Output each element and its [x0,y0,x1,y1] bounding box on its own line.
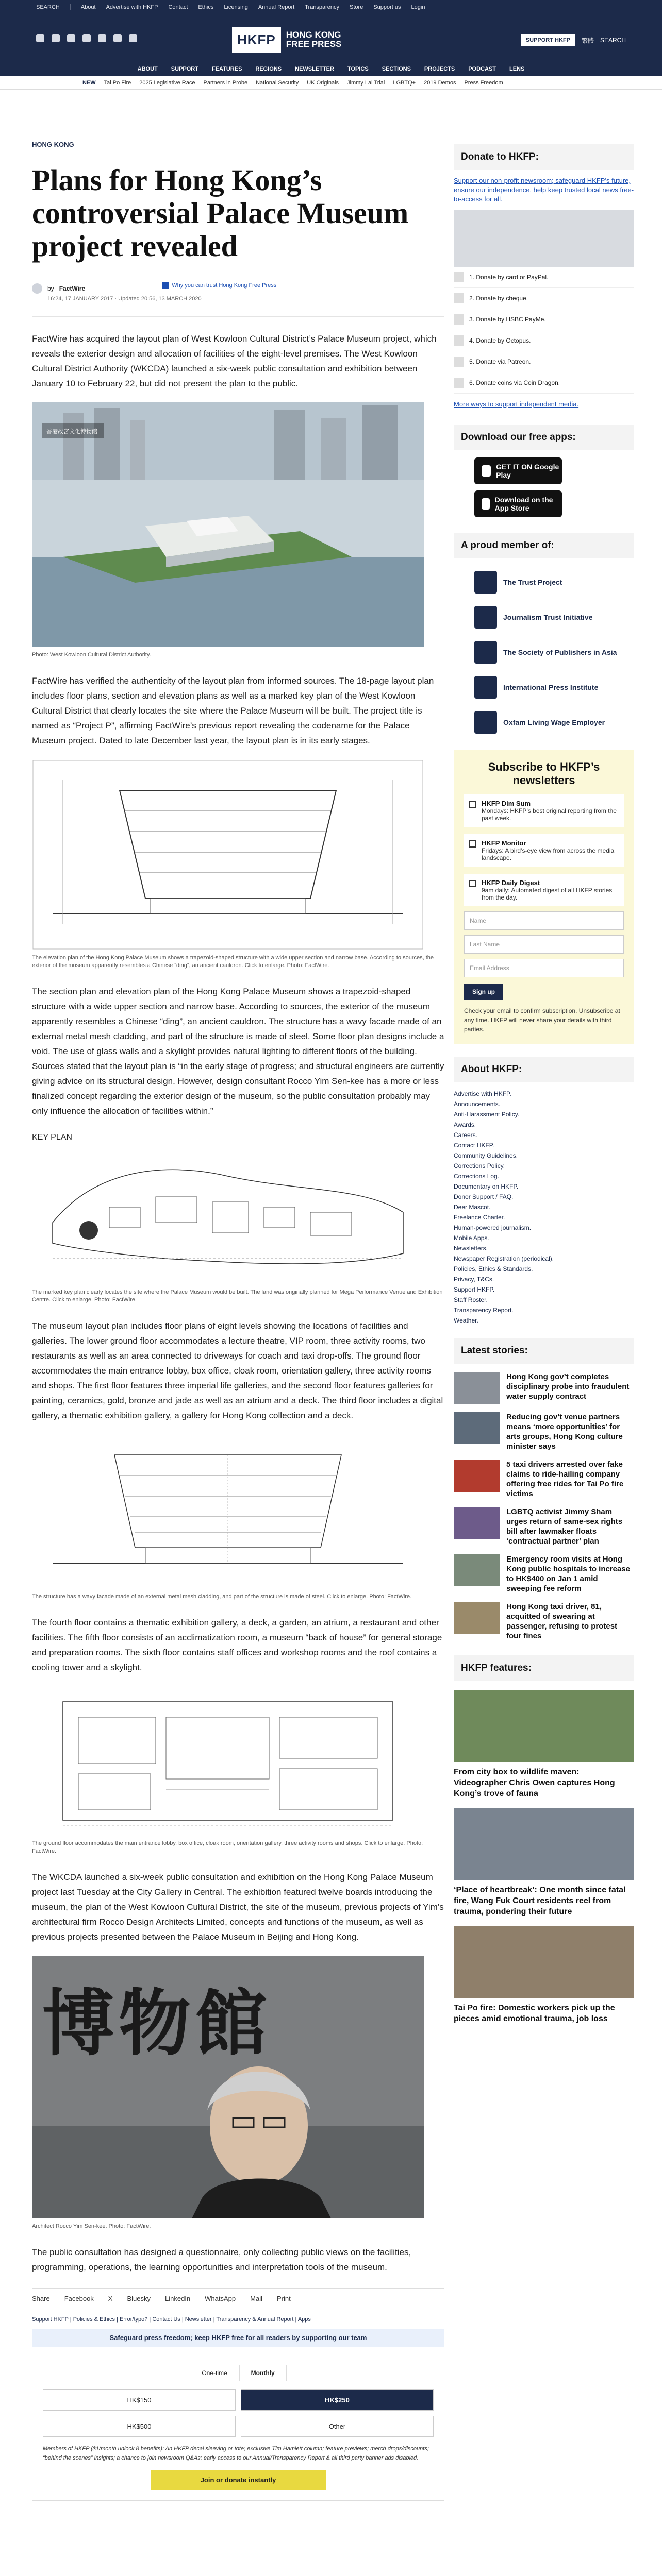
donate-more [454,400,634,409]
amount-other[interactable]: Other [241,2416,434,2437]
checkbox-icon[interactable] [469,880,476,887]
member-3[interactable] [454,670,634,705]
top-link-1[interactable]: Contact [168,4,188,10]
about-link-0[interactable]: Advertise with HKFP. [454,1090,511,1097]
newsletter-box [454,750,634,1044]
top-link-7[interactable]: Support us [373,4,401,10]
support-button[interactable]: SUPPORT HKFP [521,34,575,46]
rss-icon[interactable] [113,34,122,42]
member-heading: A proud member of: [454,533,634,558]
newsletter-option-2-title: HKFP Daily Digest [482,879,540,887]
newsletter-option-1-desc: Fridays: A bird’s-eye view from across the media landscape. [482,847,615,861]
about-link-2[interactable]: Anti-Harassment Policy. [454,1111,520,1118]
top-link-6[interactable]: Store [350,4,363,10]
trend-8[interactable]: Press Freedom [464,79,503,86]
article-meta: 16:24, 17 JANUARY 2017 · Updated 20:56, 13 MARCH 2020 [47,296,202,302]
trending-label: NEW [82,79,96,86]
youtube-icon[interactable] [82,34,91,42]
museum-render-image[interactable] [32,402,424,647]
nav-2[interactable]: FEATURES [211,65,242,72]
trust-link[interactable] [162,282,276,289]
main-nav [0,61,662,76]
donate-way-5[interactable] [454,372,634,394]
paragraph-7: The public consultation has designed a questionnaire, only collecting public views on the facilities, programming, operations, the learning opportunities and interpretation tools of the museum. [32,2247,411,2272]
figure-2 [32,759,444,970]
tab-monthly[interactable]: Monthly [239,2365,287,2381]
top-link-3[interactable]: Licensing [224,4,248,10]
top-bar [0,0,662,14]
about-link-4[interactable]: Careers. [454,1131,478,1139]
amount-250[interactable]: HK$250 [241,2389,434,2411]
byline-by: by [47,285,54,292]
nav-0[interactable]: ABOUT [137,65,158,72]
about-link-12[interactable]: Freelance Charter. [454,1214,505,1221]
trend-4[interactable]: UK Originals [307,79,339,86]
latest-5-thumb [454,1602,500,1634]
share-facebook[interactable]: Facebook [64,2295,94,2302]
share-whatsapp[interactable]: WhatsApp [205,2295,236,2302]
checkbox-icon[interactable] [469,801,476,808]
key-plan-image[interactable] [32,1130,424,1284]
language-link[interactable]: 繁體 [581,37,594,44]
about-link-9[interactable]: Documentary on HKFP. [454,1183,519,1190]
share-x[interactable]: X [108,2295,113,2302]
caption-4: The structure has a wavy facade made of an external metal mesh cladding, and part of the structure is made of steel. Click to enlarge. Photo: FactWire. [32,1594,412,1600]
member-4-label: Oxfam Living Wage Employer [503,718,605,726]
author-avatar [32,283,42,294]
name-field[interactable]: Name [464,911,624,930]
about-link-18[interactable]: Privacy, T&Cs. [454,1276,494,1283]
latest-3-thumb [454,1507,500,1539]
about-link-5[interactable]: Contact HKFP. [454,1142,494,1149]
paragraph-2: FactWire has verified the authenticity of the layout plan from informed sources. The 18-page layout plan includes floor plans, section and elevation plans as well as a marked key plan of the West Kowloon Cultural District that clearly locates the site where the Palace Museum will be built. The project title is named as “Project P”, affirming FactWire’s previous report revealing the codename for the Palace Museum project. Dated to late December last year, the layout plan is in its early stages. [32,676,434,745]
trust-project-icon [474,571,497,594]
amount-150[interactable]: HK$150 [43,2389,236,2411]
about-link-17[interactable]: Policies, Ethics & Standards. [454,1265,533,1273]
about-link-7[interactable]: Corrections Policy. [454,1162,505,1170]
paragraph-6: The WKCDA launched a six-week public consultation and exhibition on the Hong Kong Palace Museum project last Tuesday at the City Gallery in Central. The exhibition featured twelve boards introducing the museum, the plan of the West Kowloon Cultural District, the site of the museum, previous projects of Yim’s architectural firm Rocco Design Architects Limited, concepts and functions of the museum, as well as previous projects presented between the Palace Museum in Beijing and Hong Kong. [32,1872,444,1942]
about-link-10[interactable]: Donor Support / FAQ. [454,1193,514,1200]
share-bar [32,2288,444,2309]
latest-3[interactable] [454,1507,634,1546]
figure-4 [32,1434,444,1601]
donation-box [32,2354,444,2501]
top-link-2[interactable]: Ethics [198,4,214,10]
join-button[interactable]: Join or donate instantly [151,2470,326,2490]
play-icon [482,465,491,477]
donate-way-2-label: 3. Donate by HSBC PayMe. [469,316,546,323]
about-link-21[interactable]: Transparency Report. [454,1307,514,1314]
latest-3-title: LGBTQ activist Jimmy Sham urges return of same-sex rights bill after lawmaker floats ‘contractual partner’ plan [506,1507,623,1546]
section-plan-image[interactable] [32,1434,424,1589]
latest-4[interactable] [454,1554,634,1594]
donate-way-2[interactable] [454,309,634,330]
sidebar [454,144,634,2024]
ground-floor-plan-image[interactable] [32,1686,424,1836]
article-title: Plans for Hong Kong’s controversial Palace Museum project revealed [32,163,409,263]
member-2-label: The Society of Publishers in Asia [503,648,617,656]
key-plan-svg [32,1130,424,1284]
nav-3[interactable]: REGIONS [255,65,282,72]
about-link-15[interactable]: Newsletters. [454,1245,488,1252]
payme-icon [454,314,464,325]
donate-way-0[interactable] [454,267,634,288]
member-4[interactable] [454,705,634,740]
donate-way-1-label: 2. Donate by cheque. [469,295,528,302]
elevation-plan-image[interactable] [32,759,424,950]
about-link-1[interactable]: Announcements. [454,1100,501,1108]
architect-photo[interactable] [32,1956,424,2218]
search-link[interactable]: SEARCH [36,4,60,10]
caption-2: The elevation plan of the Hong Kong Palace Museum shows a trapezoid-shaped structure with a wide upper section and narrow base. According to sources, the exterior of the museum apparently resembles a Chinese “ding”, an ancient cauldron. Click to enlarge. Photo: FactWire. [32,955,434,969]
latest-1-thumb [454,1412,500,1444]
x-icon[interactable] [52,34,60,42]
linkedin-icon[interactable] [98,34,106,42]
newsletter-option-0-title: HKFP Dim Sum [482,800,531,807]
newsletter-option-2[interactable] [464,874,624,906]
latest-heading: Latest stories: [454,1338,634,1364]
trend-6[interactable]: LGBTQ+ [393,79,416,86]
paragraph-3: The section plan and elevation plan of the Hong Kong Palace Museum shows a trapezoid-shaped structure with a wide upper section and narrow base. According to sources, the exterior of the museum apparently resembles a Chinese “ding”, an ancient cauldron. The structure has a wavy facade made of an external metal mesh cladding, and part of the structure is made of steel. Some floor plan designs include a void. The use of glass walls and a skylight provides natural lighting to different floors of the building. Sources stated that the layout plan is “in the early stage of progress; and structural engineers are currently giving advice on its structural design. However, design consultant Rocco Yim Sen-kee has a more or less finalized concept regarding the exterior design of the museum, so the public consultation probably may only influence the allocation of facilities within.” [32,987,444,1116]
wall-text: 博物館 [42,1982,272,2066]
trust-icon [162,282,169,289]
about-heading: About HKFP: [454,1057,634,1082]
oxfam-icon [474,711,497,734]
nav-9[interactable]: LENS [509,65,525,72]
latest-4-title: Emergency room visits at Hong Kong public hospitals to increase to HK$400 on Jan 1 amid sweeping fee reform [506,1555,631,1593]
top-link-8[interactable]: Login [411,4,425,10]
latest-0-thumb [454,1372,500,1404]
nav-8[interactable]: PODCAST [468,65,496,72]
donate-way-5-label: 6. Donate coins via Coin Dragon. [469,379,560,386]
donate-heading: Donate to HKFP: [454,144,634,170]
feature-2-thumb [454,1926,634,1998]
divider [32,316,444,317]
latest-1[interactable] [454,1412,634,1451]
feature-1[interactable] [454,1808,634,1917]
about-link-8[interactable]: Corrections Log. [454,1173,500,1180]
donate-way-3-label: 4. Donate by Octopus. [469,337,531,344]
share-mail[interactable]: Mail [250,2295,262,2302]
trend-2[interactable]: Partners in Probe [203,79,248,86]
checkbox-icon[interactable] [469,840,476,848]
latest-2-title: 5 taxi drivers arrested over fake claims to ride-hailing company offering free rides for Tai Po fire victims [506,1460,624,1498]
member-1-label: Journalism Trust Initiative [503,613,593,621]
newsletter-option-2-desc: 9am daily: Automated digest of all HKFP stories from the day. [482,887,613,901]
membership-note: Members of HKFP ($1/month unlock 8 benefits): An HKFP decal sleeving or tote; exclusive Tim Hamlett column; feature previews; merch drops/discounts; “behind the scenes” insights; a chance to join newsroom Q&As; early access to our Annual/Transparency Report & all third party banner ads disabled. [43,2446,429,2461]
share-bluesky[interactable]: Bluesky [127,2295,151,2302]
donate-way-4-label: 5. Donate via Patreon. [469,358,531,365]
paragraph-5: The fourth floor contains a thematic exhibition gallery, a deck, a garden, an atrium, a restaurant and other facilities. The fifth floor consists of an acclimatization room, a museum “back of house” for general storage and preparation rooms. The sixth floor contains staff offices and workshop rooms and the roof contains a cooling tower and a skylight. [32,1618,442,1672]
section-plan-svg [32,1434,424,1589]
byline [32,283,444,294]
paragraph-4: The museum layout plan includes floor plans of eight levels showing the locations of facilities and galleries. The lower ground floor accommodates a lecture theatre, VIP room, three activity rooms, two restaurants as well as an area connected to driveways for coach and taxi drop-offs. The ground floor accommodates the main entrance lobby, box office, cloak room, orientation gallery, three activity rooms and shops. The first floor features three imperial life galleries, and the second floor features galleries for painting, ceramics, gold, bronze and jade as well as an atrium and a deck. The third floor includes a digital gallery, a thematic exhibition gallery, a gallery for Hong Kong collection and a deck. [32,1321,443,1420]
google-play-label: GET IT ON Google Play [496,463,559,479]
trend-0[interactable]: Tai Po Fire [104,79,131,86]
about-link-13[interactable]: Human-powered journalism. [454,1224,532,1231]
feature-2[interactable] [454,1926,634,2024]
latest-2-thumb [454,1460,500,1492]
masthead-right [521,34,626,46]
social-icons [36,34,137,42]
newsletter-heading: Subscribe to HKFP’s newsletters [488,760,600,787]
share-print[interactable]: Print [276,2295,291,2302]
trend-5[interactable]: Jimmy Lai Trial [347,79,385,86]
nav-4[interactable]: NEWSLETTER [295,65,334,72]
member-2[interactable] [454,635,634,670]
app-buttons [454,457,634,517]
threads-icon[interactable] [129,34,137,42]
last-name-field[interactable]: Last Name [464,935,624,954]
about-link-6[interactable]: Community Guidelines. [454,1152,518,1159]
site-logo[interactable] [232,25,382,55]
newsletter-note: Check your email to confirm subscription. Unsubscribe at any time. HKFP will never share your details with third parties. [464,1007,620,1033]
donate-way-0-label: 1. Donate by card or PayPal. [469,274,549,281]
donate-way-4[interactable] [454,351,634,372]
donate-more-link[interactable]: More ways to support independent media. [454,400,579,408]
newsletter-option-1-title: HKFP Monitor [482,839,526,847]
logo-line-1: HONG KONG [286,30,341,40]
latest-4-thumb [454,1554,500,1586]
amount-500[interactable]: HK$500 [43,2416,236,2437]
logo-text [286,30,342,49]
signup-button[interactable]: Sign up [464,984,503,1000]
top-link-5[interactable]: Transparency [305,4,340,10]
newsletter-option-1[interactable] [464,834,624,867]
about-link[interactable]: About [80,4,96,10]
donate-text-link[interactable]: Support our non-profit newsroom; safeguard HKFP’s future, ensure our independence, help keep trusted local news free-to-access for all. [454,177,634,203]
patreon-icon [454,357,464,367]
member-0-label: The Trust Project [503,578,562,586]
masthead [0,14,662,76]
caption-3: The marked key plan clearly locates the site where the Palace Museum would be built. The land was originally planned for Mega Performance Venue and Exhibition Centre. Click to enlarge. Photo: FactWire. [32,1289,443,1303]
share-linkedin[interactable]: LinkedIn [165,2295,191,2302]
donate-way-3[interactable] [454,330,634,351]
feature-1-title: ‘Place of heartbreak’: One month since fatal fire, Wang Fuk Court residents reel from trauma, pondering their future [454,1886,626,1916]
caption-5: The ground floor accommodates the main entrance lobby, box office, cloak room, orientation gallery, three activity rooms and shops. Click to enlarge. Photo: FactWire. [32,1840,423,1854]
about-link-19[interactable]: Support HKFP. [454,1286,495,1293]
donate-text [454,176,634,204]
ground-floor-plan-svg [32,1686,424,1836]
figure-5 [32,1686,444,1855]
latest-1-title: Reducing gov’t venue partners means ‘more opportunities’ for arts groups, Hong Kong culture minister says [506,1413,623,1451]
paragraph-1: FactWire has acquired the layout plan of West Kowloon Cultural District’s Palace Museum project, which reveals the exterior design and allocation of facilities of the eight-level premises. The West Kowloon Cultural District Authority (WKCDA) launched a six-week public consultation and exhibition between January 10 to February 22, but did not present the plan to the public. [32,334,437,388]
trending-bar [0,76,662,90]
about-link-14[interactable]: Mobile Apps. [454,1234,489,1242]
footer-links[interactable]: Support HKFP | Policies & Ethics | Error/typo? | Contact Us | Newsletter | Transparency & Annual Report | Apps [32,2316,311,2323]
member-0[interactable] [454,565,634,600]
nav-1[interactable]: SUPPORT [171,65,198,72]
trust-text: Why you can trust Hong Kong Free Press [172,282,277,289]
caption-6: Architect Rocco Yim Sen-kee. Photo: FactWire. [32,2223,151,2229]
logo-line-2: FREE PRESS [286,39,342,49]
trend-1[interactable]: 2025 Legislative Race [139,79,195,86]
top-link-4[interactable]: Annual Report [258,4,295,10]
newsletter-option-0[interactable] [464,794,624,827]
feature-1-thumb [454,1808,634,1880]
latest-0[interactable] [454,1372,634,1404]
elevation-plan-svg [32,759,424,950]
donate-way-1[interactable] [454,288,634,309]
apps-heading: Download our free apps: [454,425,634,450]
instagram-icon[interactable] [67,34,75,42]
app-store-button[interactable] [474,490,562,517]
about-link-22[interactable]: Weather. [454,1317,478,1324]
feature-2-title: Tai Po fire: Domestic workers pick up the pieces amid emotional trauma, job loss [454,2004,615,2023]
coin-icon [454,378,464,388]
feature-0-thumb [454,1690,634,1762]
figure-6 [32,1956,444,2230]
logo-box: HKFP [232,27,281,53]
apple-icon [482,498,490,510]
nav-5[interactable]: TOPICS [347,65,369,72]
museum-render-svg [32,402,424,647]
author-name[interactable]: FactWire [59,285,86,292]
features-heading: HKFP features: [454,1655,634,1681]
article-category[interactable]: HONG KONG [32,141,74,148]
amount-options-2 [43,2416,434,2437]
trend-7[interactable]: 2019 Demos [424,79,456,86]
facebook-icon[interactable] [36,34,44,42]
share-label: Share [32,2295,50,2302]
render-label: 香港故宮文化博物館 [46,429,97,435]
about-link-20[interactable]: Staff Roster. [454,1296,488,1303]
latest-2[interactable] [454,1460,634,1499]
frequency-tabs [43,2365,434,2381]
google-play-button[interactable] [474,457,562,484]
nav-6[interactable]: SECTIONS [382,65,411,72]
support-banner[interactable]: Safeguard press freedom; keep HKFP free for all readers by supporting our team [32,2329,444,2347]
email-field[interactable]: Email Address [464,959,624,977]
latest-5[interactable] [454,1602,634,1641]
newsletter-option-0-desc: Mondays: HKFP’s best original reporting from the past week. [482,807,617,822]
ipi-icon [474,676,497,699]
article-main [32,111,444,2501]
feature-0-title: From city box to wildlife maven: Videographer Chris Owen captures Hong Kong’s trove of fauna [454,1768,615,1798]
latest-0-title: Hong Kong gov’t completes disciplinary probe into fraudulent water supply contract [506,1372,630,1401]
latest-5-title: Hong Kong taxi driver, 81, acquitted of swearing at passenger, refusing to protest four fines [506,1602,618,1640]
caption-1: Photo: West Kowloon Cultural District Authority. [32,652,151,658]
member-3-label: International Press Institute [503,683,599,691]
top-link-0[interactable]: Advertise with HKFP [106,4,158,10]
donate-image [454,210,634,267]
feature-0[interactable] [454,1690,634,1799]
sopa-icon [474,641,497,664]
octopus-icon [454,335,464,346]
member-1[interactable] [454,600,634,635]
tab-one-time[interactable]: One-time [190,2365,239,2381]
jti-icon [474,606,497,629]
amount-options [43,2389,434,2411]
about-link-3[interactable]: Awards. [454,1121,476,1128]
nav-7[interactable]: PROJECTS [424,65,455,72]
cheque-icon [454,293,464,303]
about-link-11[interactable]: Deer Mascot. [454,1204,491,1211]
key-plan-label: KEY PLAN [32,1133,72,1142]
about-links [454,1089,634,1326]
about-link-16[interactable]: Newspaper Registration (periodical). [454,1255,554,1262]
figure-3 [32,1130,444,1304]
trend-3[interactable]: National Security [256,79,299,86]
app-store-label: Download on the App Store [494,496,553,512]
masthead-search[interactable]: SEARCH [600,37,626,44]
card-icon [454,272,464,282]
figure-1 [32,402,444,659]
